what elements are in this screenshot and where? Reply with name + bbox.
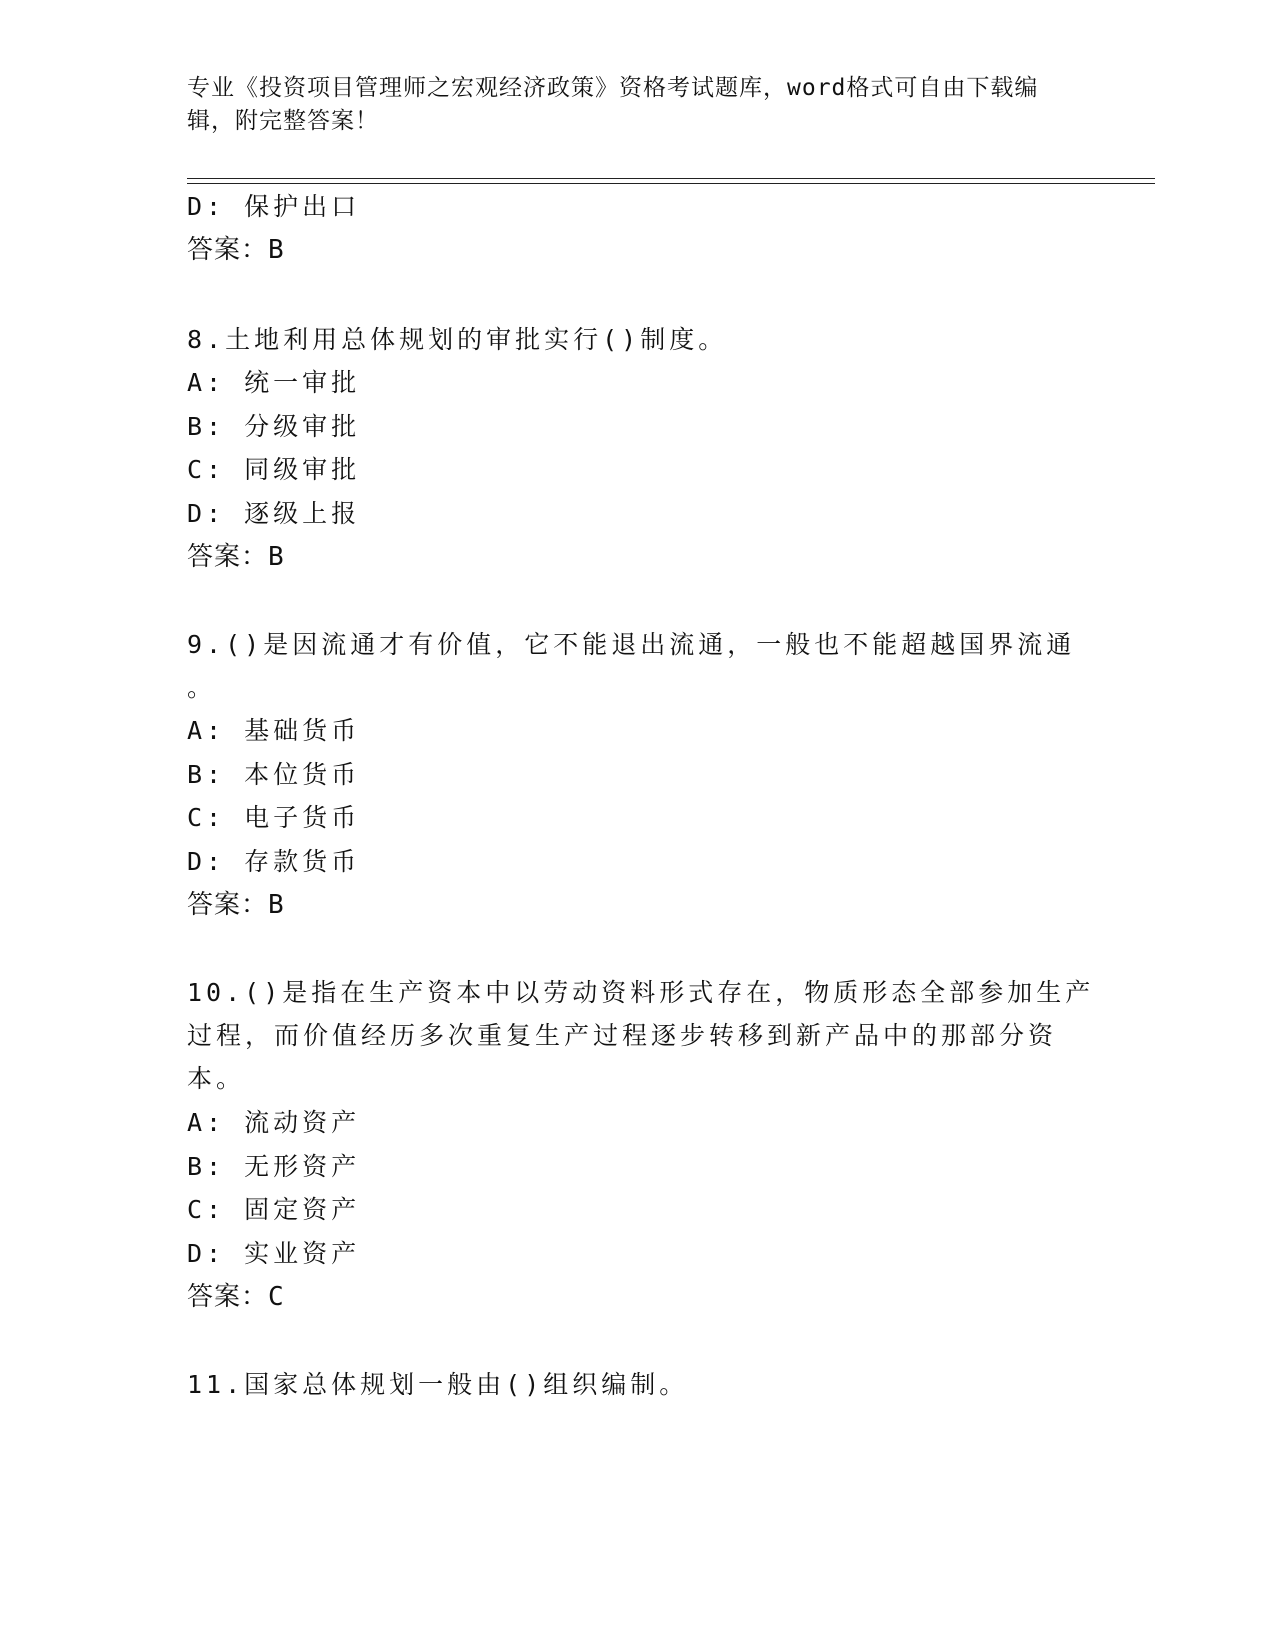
q10-option-d: D: 实业资产 (187, 1239, 361, 1268)
q9-option-d: D: 存款货币 (187, 847, 361, 876)
q10-stem-line-2: 过程，而价值经历多次重复生产过程逐步转移到新产品中的那部分资 (187, 1021, 1058, 1050)
document-header (187, 72, 1087, 138)
q8-option-d: D: 逐级上报 (187, 499, 361, 528)
answer-value: B (268, 890, 285, 920)
q9-answer (187, 888, 285, 922)
answer-value: B (268, 542, 285, 572)
prev-answer (187, 233, 285, 267)
answer-label: 答案： (187, 890, 269, 920)
answer-label: 答案： (187, 1282, 269, 1312)
q8-option-a: A: 统一审批 (187, 368, 361, 397)
answer-value: C (268, 1282, 285, 1312)
q10-option-c: C: 固定资产 (187, 1195, 361, 1224)
q8-option-c: C: 同级审批 (187, 455, 361, 484)
q10-option-b: B: 无形资产 (187, 1152, 361, 1181)
answer-label: 答案： (187, 235, 269, 265)
answer-label: 答案： (187, 542, 269, 572)
q8-answer (187, 540, 285, 574)
q9-option-c: C: 电子货币 (187, 803, 361, 832)
q8-option-b: B: 分级审批 (187, 412, 361, 441)
header-divider-top (187, 178, 1155, 179)
header-divider-bottom (187, 183, 1155, 184)
q9-option-b: B: 本位货币 (187, 760, 361, 789)
q8-stem: 8.土地利用总体规划的审批实行()制度。 (187, 325, 728, 354)
q10-stem-line-1: 10.()是指在生产资本中以劳动资料形式存在，物质形态全部参加生产 (187, 978, 1095, 1007)
header-line-1: 专业《投资项目管理师之宏观经济政策》资格考试题库，word格式可自由下载编 (187, 75, 1039, 101)
q11-stem: 11.国家总体规划一般由()组织编制。 (187, 1370, 689, 1399)
q9-option-a: A: 基础货币 (187, 716, 361, 745)
q10-answer (187, 1280, 285, 1314)
q10-option-a: A: 流动资产 (187, 1108, 361, 1137)
q9-stem-line-1: 9.()是因流通才有价值，它不能退出流通，一般也不能超越国界流通 (187, 630, 1076, 659)
answer-value: B (268, 235, 285, 265)
header-line-2: 辑，附完整答案！ (187, 108, 379, 134)
q10-stem-line-3: 本。 (187, 1064, 246, 1093)
q9-stem-line-2: 。 (187, 673, 217, 702)
prev-option-d: D: 保护出口 (187, 192, 361, 221)
